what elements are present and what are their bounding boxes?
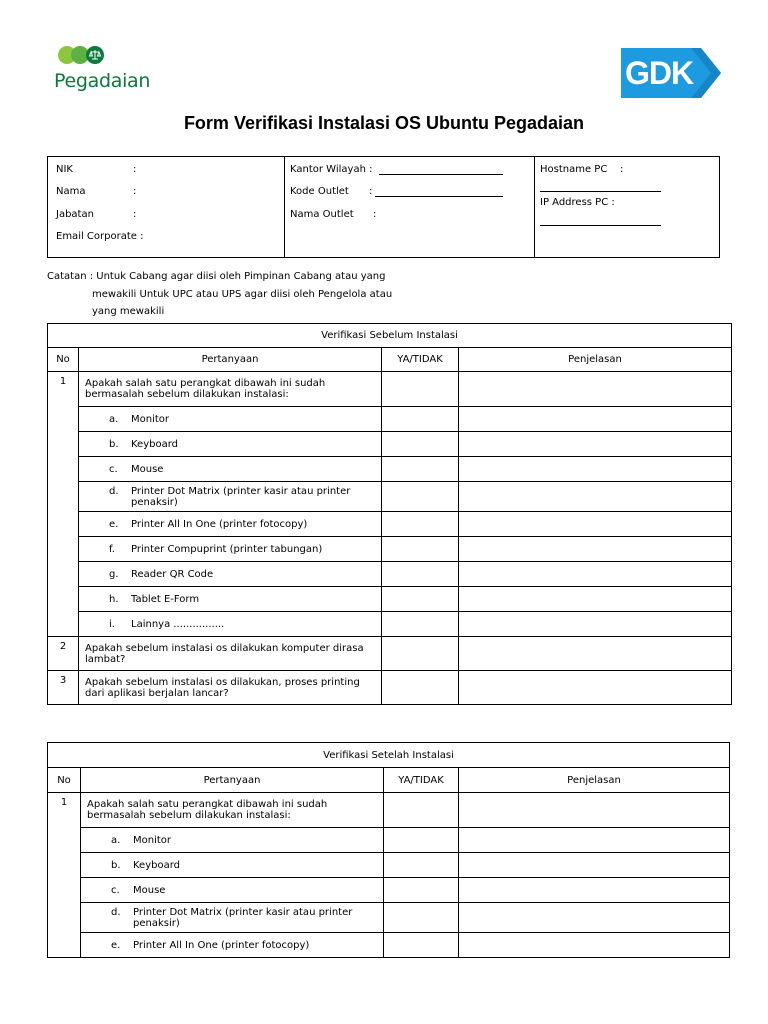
item-text: Printer All In One (printer fotocopy): [131, 518, 308, 530]
item-text: Printer Dot Matrix (printer kasir atau printer penaksir): [133, 906, 353, 929]
item-text: Printer Dot Matrix (printer kasir atau printer penaksir): [131, 485, 351, 508]
answer-cell[interactable]: [382, 612, 459, 637]
explanation-cell[interactable]: [459, 587, 732, 612]
item-text: Monitor: [131, 413, 170, 425]
table-row: [48, 828, 730, 853]
item-letter: a.: [109, 413, 119, 425]
item-text: Keyboard: [131, 438, 179, 450]
item-text: Mouse: [131, 463, 164, 475]
item-text: Mouse: [133, 884, 166, 896]
question-number: 2: [48, 637, 79, 671]
table-row: [48, 372, 732, 407]
answer-cell[interactable]: [382, 407, 459, 432]
explanation-cell[interactable]: [459, 432, 732, 457]
table-title: Verifikasi Sebelum Instalasi: [48, 324, 732, 348]
answer-cell[interactable]: [384, 793, 459, 828]
answer-cell[interactable]: [382, 457, 459, 482]
explanation-cell[interactable]: [459, 671, 732, 705]
jabatan-label: Jabatan: [56, 209, 94, 220]
explanation-cell[interactable]: [459, 828, 730, 853]
nik-label: NIK: [56, 164, 73, 175]
table-row: [48, 612, 732, 637]
kantor-wilayah-field[interactable]: [379, 174, 503, 175]
table-row: [48, 933, 730, 958]
answer-cell[interactable]: [382, 562, 459, 587]
header-question: Pertanyaan: [79, 348, 382, 372]
answer-cell[interactable]: [382, 372, 459, 407]
explanation-cell[interactable]: [459, 853, 730, 878]
table-row: [48, 587, 732, 612]
answer-cell[interactable]: [382, 432, 459, 457]
nama-outlet-colon: :: [373, 209, 377, 220]
item-letter: h.: [109, 593, 119, 605]
item-text: Keyboard: [133, 859, 181, 871]
table-row: [48, 637, 732, 671]
logo-scale-icon: [86, 46, 104, 64]
header-explanation: Penjelasan: [459, 348, 732, 372]
item-letter: d.: [109, 485, 119, 497]
table-row: [48, 903, 730, 933]
answer-cell[interactable]: [384, 878, 459, 903]
note-line-2: mewakili Untuk UPC atau UPS agar diisi oleh Pengelola atau: [92, 289, 393, 300]
note-line-1: Catatan : Untuk Cabang agar diisi oleh Pimpinan Cabang atau yang: [47, 271, 386, 282]
header-yes-no: YA/TIDAK: [382, 348, 459, 372]
answer-cell[interactable]: [382, 482, 459, 512]
verification-after-table: [47, 742, 730, 958]
identity-column: [48, 157, 285, 257]
note-line-3: yang mewakili: [92, 306, 165, 317]
item-letter: d.: [111, 906, 121, 918]
header-explanation: Penjelasan: [459, 768, 730, 793]
table-row: [48, 407, 732, 432]
kode-outlet-colon: :: [369, 186, 373, 197]
item-text: Lainnya ................: [131, 618, 225, 630]
item-letter: g.: [109, 568, 119, 580]
explanation-cell[interactable]: [459, 407, 732, 432]
ip-address-field[interactable]: [540, 225, 661, 226]
table-title: Verifikasi Setelah Instalasi: [48, 743, 730, 768]
item-letter: b.: [109, 438, 119, 450]
nama-label: Nama: [56, 186, 86, 197]
nama-colon: :: [133, 186, 137, 197]
answer-cell[interactable]: [384, 933, 459, 958]
item-text: Printer Compuprint (printer tabungan): [131, 543, 323, 555]
explanation-cell[interactable]: [459, 903, 730, 933]
question-text: Apakah salah satu perangkat dibawah ini sudah bermasalah sebelum dilakukan instalasi:: [81, 793, 384, 828]
explanation-cell[interactable]: [459, 793, 730, 828]
explanation-cell[interactable]: [459, 457, 732, 482]
item-letter: i.: [109, 618, 115, 630]
gdk-logo-text: GDK: [625, 55, 694, 91]
gdk-logo: [621, 48, 721, 98]
pc-column: [534, 157, 719, 257]
jabatan-colon: :: [133, 209, 137, 220]
table-row: [48, 671, 732, 705]
explanation-cell[interactable]: [459, 562, 732, 587]
hostname-field[interactable]: [540, 191, 661, 192]
email-label: Email Corporate :: [56, 231, 144, 242]
table-row: [48, 432, 732, 457]
item-letter: e.: [109, 518, 119, 530]
kode-outlet-label: Kode Outlet: [290, 186, 349, 197]
kode-outlet-field[interactable]: [375, 196, 503, 197]
explanation-cell[interactable]: [459, 612, 732, 637]
answer-cell[interactable]: [382, 671, 459, 705]
answer-cell[interactable]: [382, 537, 459, 562]
item-text: Printer All In One (printer fotocopy): [133, 939, 310, 951]
question-text: Apakah sebelum instalasi os dilakukan komputer dirasa lambat?: [79, 637, 382, 671]
answer-cell[interactable]: [382, 637, 459, 671]
answer-cell[interactable]: [384, 903, 459, 933]
item-letter: b.: [111, 859, 121, 871]
item-text: Reader QR Code: [131, 568, 214, 580]
table-row: [48, 457, 732, 482]
item-text: Monitor: [133, 834, 172, 846]
explanation-cell[interactable]: [459, 512, 732, 537]
header-yes-no: YA/TIDAK: [384, 768, 459, 793]
outlet-column: [284, 157, 535, 257]
hostname-label: Hostname PC: [540, 164, 608, 175]
table-row: [48, 537, 732, 562]
explanation-cell[interactable]: [459, 372, 732, 407]
ip-address-label: IP Address PC :: [540, 197, 615, 208]
question-text: Apakah salah satu perangkat dibawah ini sudah bermasalah sebelum dilakukan instalasi:: [79, 372, 382, 407]
header-no: No: [48, 768, 81, 793]
verification-before-table: [47, 323, 732, 705]
table-row: [48, 512, 732, 537]
item-letter: a.: [111, 834, 121, 846]
kantor-wilayah-label: Kantor Wilayah :: [290, 164, 373, 175]
table-row: [48, 482, 732, 512]
answer-cell[interactable]: [384, 853, 459, 878]
answer-cell[interactable]: [384, 828, 459, 853]
header-question: Pertanyaan: [81, 768, 384, 793]
question-number: 1: [48, 793, 81, 958]
pegadaian-logo: [54, 46, 164, 96]
explanation-cell[interactable]: [459, 933, 730, 958]
explanation-cell[interactable]: [459, 482, 732, 512]
item-letter: e.: [111, 939, 121, 951]
header-no: No: [48, 348, 79, 372]
hostname-colon: :: [620, 164, 624, 175]
item-letter: c.: [109, 463, 118, 475]
page-title: Form Verifikasi Instalasi OS Ubuntu Pegadaian: [183, 113, 585, 133]
answer-cell[interactable]: [382, 512, 459, 537]
nik-colon: :: [133, 164, 137, 175]
table-row: [48, 793, 730, 828]
table-row: [48, 878, 730, 903]
item-text: Tablet E-Form: [131, 593, 200, 605]
identity-box: [47, 156, 720, 258]
item-letter: c.: [111, 884, 120, 896]
answer-cell[interactable]: [382, 587, 459, 612]
explanation-cell[interactable]: [459, 878, 730, 903]
explanation-cell[interactable]: [459, 537, 732, 562]
table-row: [48, 853, 730, 878]
table-row: [48, 562, 732, 587]
nama-outlet-label: Nama Outlet: [290, 209, 354, 220]
question-number: 3: [48, 671, 79, 705]
explanation-cell[interactable]: [459, 637, 732, 671]
pegadaian-logo-text: Pegadaian: [54, 70, 151, 92]
question-text: Apakah sebelum instalasi os dilakukan, proses printing dari aplikasi berjalan lancar?: [79, 671, 382, 705]
question-number: 1: [48, 372, 79, 637]
item-letter: f.: [109, 543, 115, 555]
